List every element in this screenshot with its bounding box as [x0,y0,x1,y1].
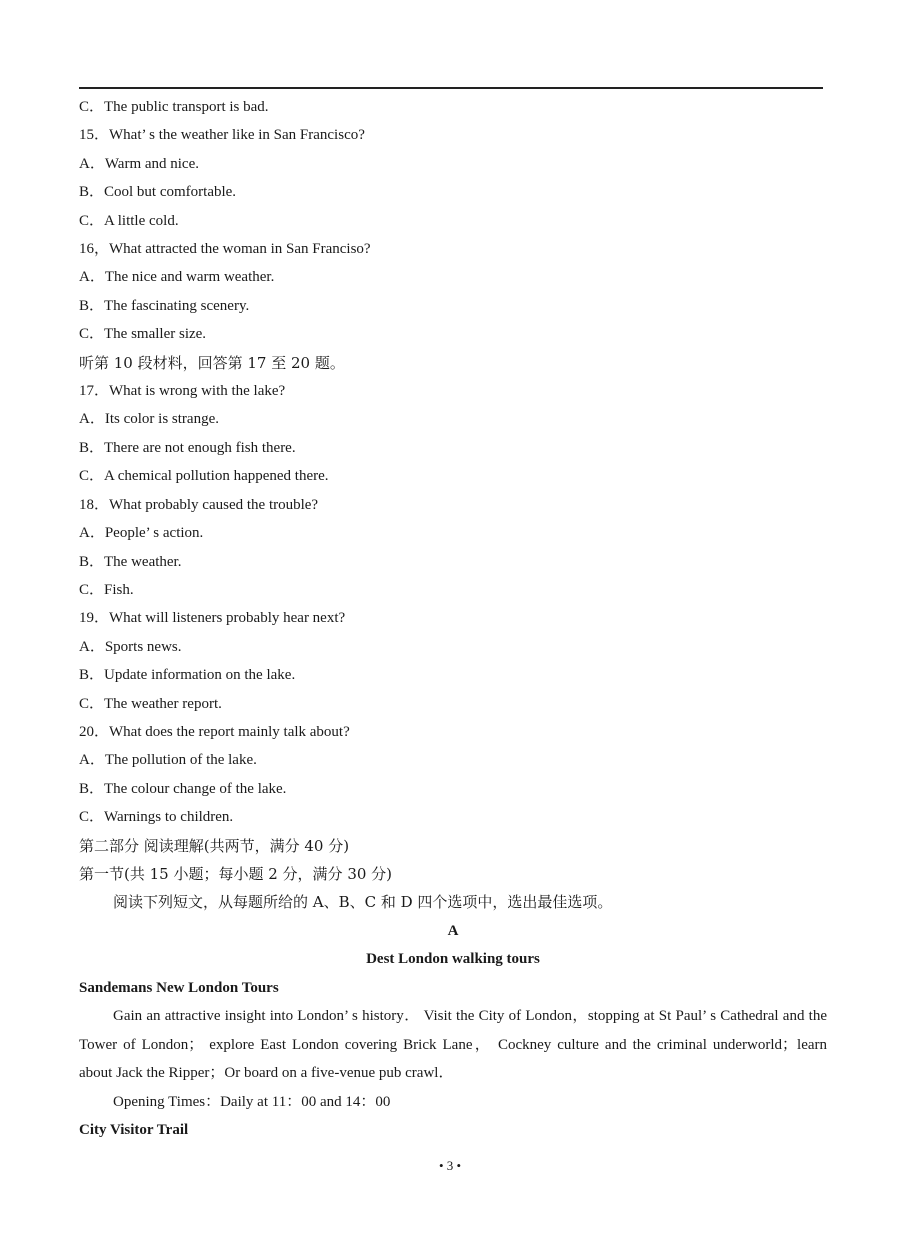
tour-description-sandemans: Gain an attractive insight into London’ s history． Visit the City of London，stopping at St Paul’ s Cathedral and the Tower of London； explore East London covering Brick Lane， Cockney culture and the criminal underworld；learn about Jack the Ripper；Or board on a five-venue pub crawl． [79,1008,827,1082]
q16-option-a: A．The nice and warm weather. [79,269,275,286]
passage-letter: A [447,922,459,939]
tour-name-city-visitor-trail: City Visitor Trail [79,1122,189,1139]
q14-option-c: C．The public transport is bad. [79,99,269,115]
reading-section-title: 第一节(共 15 小题；每小题 2 分，满分 30 分) [79,864,393,883]
page-number: • 3 • [438,1158,462,1173]
q19-option-c: C．The weather report. [79,695,222,712]
tour-opening-times-sandemans: Opening Times：Daily at 11：00 and 14：00 [113,1093,391,1110]
q16-option-b: B．The fascinating scenery. [79,297,250,314]
q15-question: 15．What’ s the weather like in San Francisco? [79,127,365,144]
q18-question: 18．What probably caused the trouble? [79,496,319,513]
section10-instruction: 听第 10 段材料，回答第 17 至 20 题。 [79,353,345,372]
q19-option-b: B．Update information on the lake. [79,667,296,684]
q17-option-a: A．Its color is strange. [79,411,219,428]
top-rule [79,87,823,89]
reading-part-title: 第二部分 阅读理解(共两节，满分 40 分) [79,836,350,855]
q15-option-a: A．Warm and nice. [79,155,200,172]
q19-option-a: A．Sports news. [79,638,182,655]
q17-option-b: B．There are not enough fish there. [79,439,296,456]
q20-option-c: C．Warnings to children. [79,809,234,826]
reading-instruction: 阅读下列短文，从每题所给的 A、B、C 和 D 四个选项中，选出最佳选项。 [113,893,613,912]
passage-title: Dest London walking tours [366,951,540,968]
q20-option-a: A．The pollution of the lake. [79,752,257,769]
q18-option-b: B．The weather. [79,553,182,570]
page-content [79,93,827,1145]
q17-option-c: C．A chemical pollution happened there. [79,468,329,485]
q15-option-b: B．Cool but comfortable. [79,184,237,201]
q16-option-c: C．The smaller size. [79,326,207,343]
q20-option-b: B．The colour change of the lake. [79,780,287,797]
q18-option-c: C．Fish. [79,581,134,598]
q15-option-c: C．A little cold. [79,212,179,229]
q20-question: 20．What does the report mainly talk about? [79,723,350,740]
q16-question: 16，What attracted the woman in San Franciso? [79,241,371,258]
q19-question: 19．What will listeners probably hear next? [79,610,346,627]
q17-question: 17．What is wrong with the lake? [79,383,286,400]
q18-option-a: A．People’ s action. [79,525,204,542]
tour-name-sandemans: Sandemans New London Tours [79,979,279,996]
